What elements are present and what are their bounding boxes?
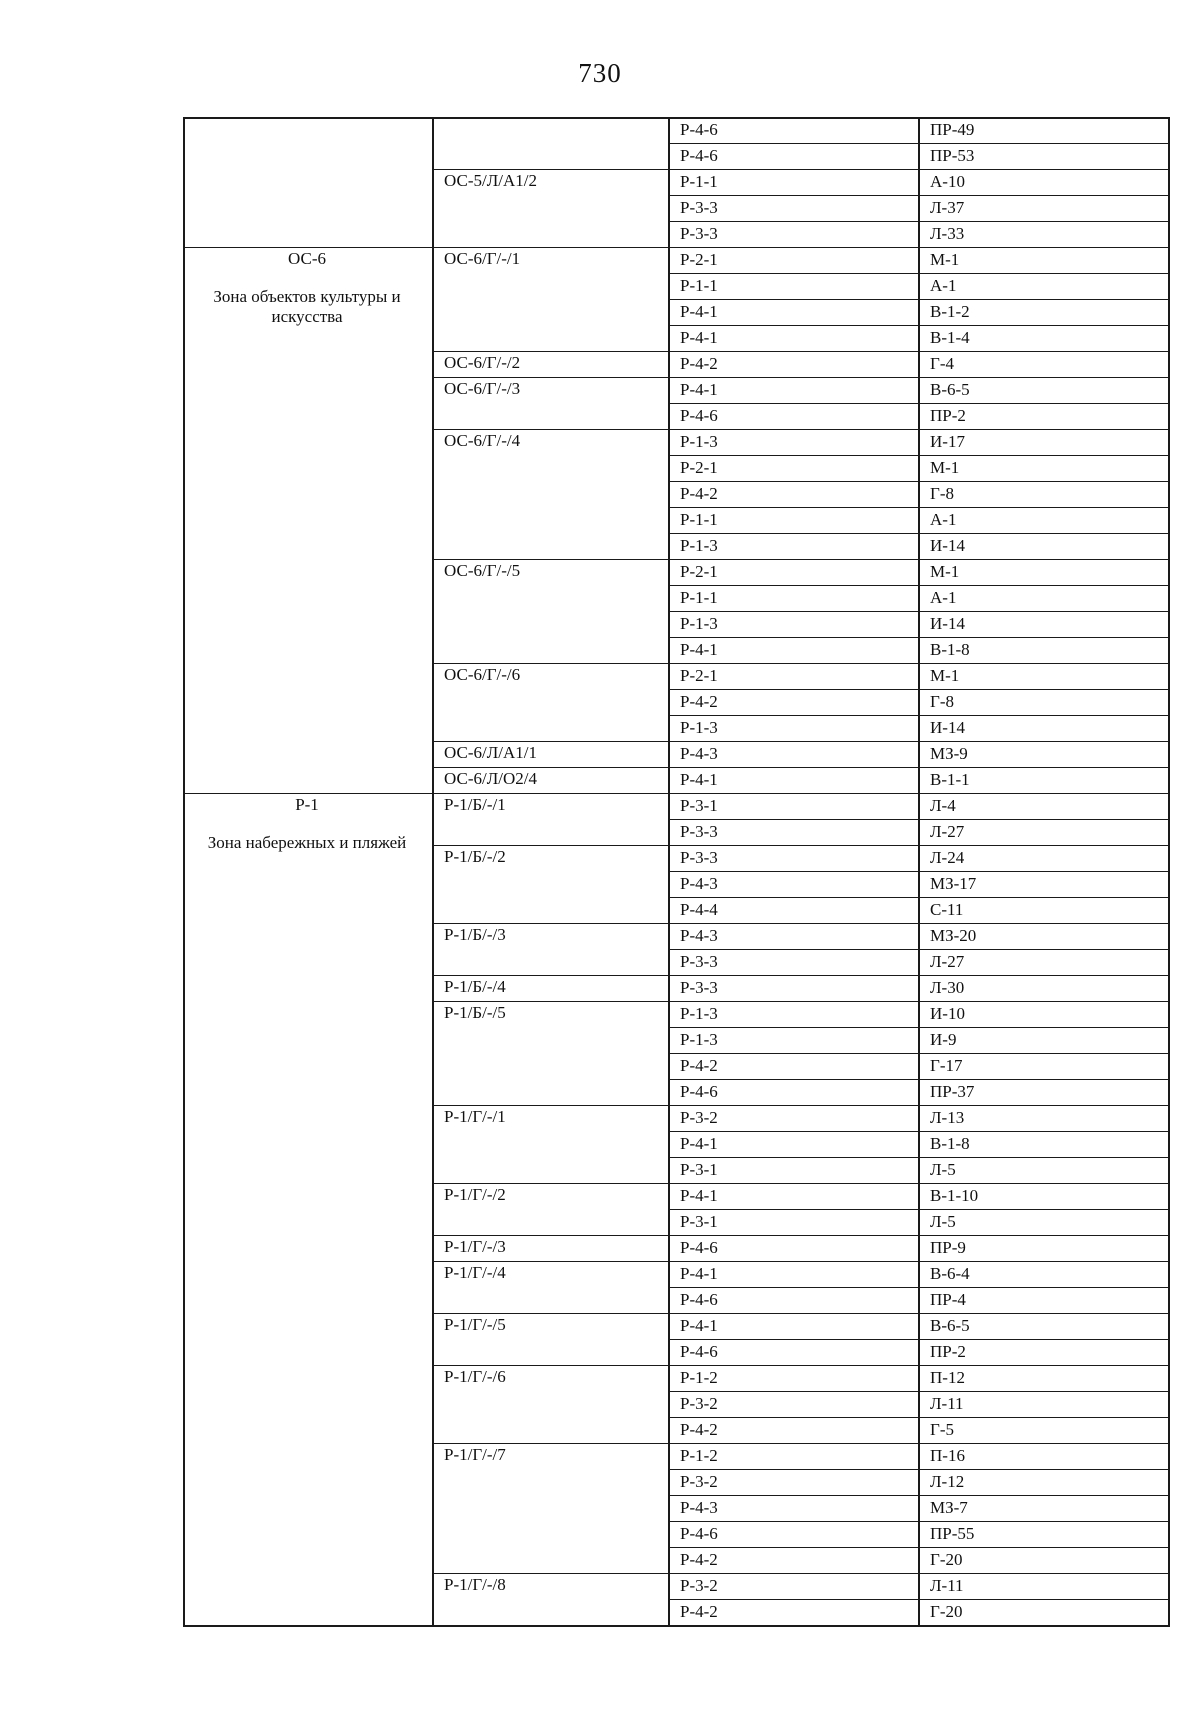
- zone-ref-cell: Л-27: [930, 952, 965, 971]
- zone-ref-cell: МЗ-9: [930, 744, 968, 763]
- row-line: [668, 1599, 1170, 1600]
- code-cell: Р-1-3: [680, 614, 718, 633]
- code-cell: Р-3-2: [680, 1472, 718, 1491]
- zone-ref-cell: МЗ-7: [930, 1498, 968, 1517]
- row-line: [668, 715, 1170, 716]
- zone-ref-cell: В-1-4: [930, 328, 970, 347]
- subzone-line: [432, 351, 670, 352]
- row-line: [668, 247, 1170, 248]
- subzone-line: [432, 247, 670, 248]
- zone-ref-cell: Л-37: [930, 198, 965, 217]
- code-cell: Р-3-3: [680, 978, 718, 997]
- subzone-cell: ОС-6/Л/А1/1: [444, 743, 537, 762]
- code-cell: Р-2-1: [680, 666, 718, 685]
- zone-ref-cell: М-1: [930, 666, 960, 685]
- zone-ref-cell: Л-12: [930, 1472, 965, 1491]
- row-line: [668, 1573, 1170, 1574]
- code-cell: Р-4-1: [680, 640, 718, 659]
- row-line: [668, 299, 1170, 300]
- zone-ref-cell: И-14: [930, 536, 965, 555]
- subzone-cell: Р-1/Г/-/2: [444, 1185, 506, 1204]
- row-line: [668, 1339, 1170, 1340]
- row-line: [668, 1079, 1170, 1080]
- zone-ref-cell: ПР-2: [930, 406, 966, 425]
- code-cell: Р-3-2: [680, 1576, 718, 1595]
- table-border-bottom: [183, 1625, 1170, 1627]
- zone-ref-cell: Л-13: [930, 1108, 965, 1127]
- code-cell: Р-1-3: [680, 1004, 718, 1023]
- code-cell: Р-1-3: [680, 432, 718, 451]
- zone-ref-cell: В-6-4: [930, 1264, 970, 1283]
- zone-description: Зона объектов культуры и искусства: [213, 287, 401, 326]
- row-line: [668, 845, 1170, 846]
- zone-ref-cell: Г-20: [930, 1550, 963, 1569]
- subzone-line: [432, 1365, 670, 1366]
- zone-ref-cell: Л-30: [930, 978, 965, 997]
- row-line: [668, 169, 1170, 170]
- zone-ref-cell: В-1-8: [930, 1134, 970, 1153]
- row-line: [668, 455, 1170, 456]
- subzone-line: [432, 767, 670, 768]
- code-cell: Р-3-1: [680, 1212, 718, 1231]
- row-line: [668, 1417, 1170, 1418]
- subzone-cell: Р-1/Г/-/4: [444, 1263, 506, 1282]
- subzone-cell: ОС-6/Г/-/5: [444, 561, 521, 580]
- zone-ref-cell: В-1-2: [930, 302, 970, 321]
- zone-ref-cell: М-1: [930, 458, 960, 477]
- row-line: [668, 195, 1170, 196]
- zone-ref-cell: М-1: [930, 250, 960, 269]
- subzone-cell: Р-1/Г/-/5: [444, 1315, 506, 1334]
- code-cell: Р-3-3: [680, 224, 718, 243]
- row-line: [668, 429, 1170, 430]
- row-line: [668, 741, 1170, 742]
- code-cell: Р-4-6: [680, 1290, 718, 1309]
- zone-ref-cell: Л-24: [930, 848, 965, 867]
- row-line: [668, 221, 1170, 222]
- code-cell: Р-3-3: [680, 198, 718, 217]
- zone-ref-cell: Л-33: [930, 224, 965, 243]
- subzone-cell: Р-1/Г/-/1: [444, 1107, 506, 1126]
- subzone-line: [432, 793, 670, 794]
- code-cell: Р-1-3: [680, 1030, 718, 1049]
- page-number: 730: [578, 58, 622, 88]
- row-line: [668, 481, 1170, 482]
- zone-ref-cell: Г-8: [930, 692, 954, 711]
- code-cell: Р-1-1: [680, 276, 718, 295]
- zone-ref-cell: В-1-1: [930, 770, 970, 789]
- row-line: [668, 637, 1170, 638]
- subzone-cell: Р-1/Б/-/4: [444, 977, 506, 996]
- zone-ref-cell: И-17: [930, 432, 965, 451]
- code-cell: Р-4-2: [680, 1056, 718, 1075]
- row-line: [668, 273, 1170, 274]
- row-line: [668, 767, 1170, 768]
- subzone-line: [432, 975, 670, 976]
- zone-ref-cell: М-1: [930, 562, 960, 581]
- code-cell: Р-4-1: [680, 1134, 718, 1153]
- subzone-cell: ОС-6/Г/-/4: [444, 431, 521, 450]
- subzone-line: [432, 1183, 670, 1184]
- zone-code: Р-1: [295, 795, 319, 814]
- row-line: [668, 1313, 1170, 1314]
- code-cell: Р-4-3: [680, 744, 718, 763]
- row-line: [668, 1001, 1170, 1002]
- zone-ref-cell: И-9: [930, 1030, 957, 1049]
- zone-ref-cell: МЗ-17: [930, 874, 977, 893]
- subzone-cell: Р-1/Б/-/5: [444, 1003, 506, 1022]
- subzone-line: [432, 923, 670, 924]
- code-cell: Р-1-2: [680, 1368, 718, 1387]
- subzone-line: [432, 845, 670, 846]
- code-cell: Р-1-3: [680, 536, 718, 555]
- zone-line: [183, 793, 434, 794]
- zone-ref-cell: ПР-2: [930, 1342, 966, 1361]
- code-cell: Р-2-1: [680, 458, 718, 477]
- row-line: [668, 351, 1170, 352]
- row-line: [668, 325, 1170, 326]
- subzone-line: [432, 1261, 670, 1262]
- zone-ref-cell: А-1: [930, 276, 957, 295]
- row-line: [668, 793, 1170, 794]
- zone-ref-cell: Л-5: [930, 1160, 956, 1179]
- code-cell: Р-1-1: [680, 172, 718, 191]
- row-line: [668, 1261, 1170, 1262]
- row-line: [668, 663, 1170, 664]
- zone-ref-cell: Л-4: [930, 796, 956, 815]
- zone-ref-cell: И-10: [930, 1004, 965, 1023]
- zone-ref-cell: Г-20: [930, 1602, 963, 1621]
- row-line: [668, 1131, 1170, 1132]
- row-line: [668, 1443, 1170, 1444]
- zone-description: Зона набережных и пляжей: [207, 833, 407, 852]
- subzone-cell: Р-1/Г/-/7: [444, 1445, 506, 1464]
- zone-ref-cell: П-16: [930, 1446, 965, 1465]
- code-cell: Р-4-2: [680, 692, 718, 711]
- code-cell: Р-4-1: [680, 1186, 718, 1205]
- subzone-cell: Р-1/Б/-/3: [444, 925, 506, 944]
- subzone-line: [432, 741, 670, 742]
- zone-ref-cell: А-1: [930, 510, 957, 529]
- zone-ref-cell: С-11: [930, 900, 964, 919]
- zone-ref-cell: И-14: [930, 718, 965, 737]
- row-line: [668, 975, 1170, 976]
- subzone-cell: Р-1/Г/-/6: [444, 1367, 506, 1386]
- row-line: [668, 585, 1170, 586]
- code-cell: Р-4-1: [680, 770, 718, 789]
- row-line: [668, 923, 1170, 924]
- subzone-line: [432, 1313, 670, 1314]
- code-cell: Р-4-1: [680, 302, 718, 321]
- row-line: [668, 1365, 1170, 1366]
- row-line: [668, 611, 1170, 612]
- zone-ref-cell: В-6-5: [930, 380, 970, 399]
- row-line: [668, 533, 1170, 534]
- row-line: [668, 1105, 1170, 1106]
- code-cell: Р-3-2: [680, 1394, 718, 1413]
- subzone-cell: ОС-6/Г/-/1: [444, 249, 521, 268]
- subzone-line: [432, 1105, 670, 1106]
- row-line: [668, 871, 1170, 872]
- code-cell: Р-1-3: [680, 718, 718, 737]
- row-line: [668, 1495, 1170, 1496]
- code-cell: Р-4-6: [680, 120, 718, 139]
- row-line: [668, 377, 1170, 378]
- code-cell: Р-4-3: [680, 1498, 718, 1517]
- row-line: [668, 403, 1170, 404]
- code-cell: Р-3-3: [680, 952, 718, 971]
- zone-ref-cell: ПР-55: [930, 1524, 975, 1543]
- row-line: [668, 689, 1170, 690]
- code-cell: Р-4-4: [680, 900, 718, 919]
- zone-ref-cell: МЗ-20: [930, 926, 977, 945]
- column-divider-1: [432, 117, 434, 1626]
- zone-ref-cell: Г-8: [930, 484, 954, 503]
- row-line: [668, 1469, 1170, 1470]
- code-cell: Р-4-6: [680, 1238, 718, 1257]
- zone-code: ОС-6: [288, 249, 326, 268]
- code-cell: Р-1-2: [680, 1446, 718, 1465]
- code-cell: Р-3-3: [680, 822, 718, 841]
- code-cell: Р-4-6: [680, 406, 718, 425]
- code-cell: Р-3-3: [680, 848, 718, 867]
- subzone-cell: ОС-6/Г/-/3: [444, 379, 521, 398]
- subzone-cell: Р-1/Г/-/8: [444, 1575, 506, 1594]
- row-line: [668, 143, 1170, 144]
- code-cell: Р-4-6: [680, 1524, 718, 1543]
- subzone-line: [432, 1001, 670, 1002]
- code-cell: Р-3-1: [680, 1160, 718, 1179]
- code-cell: Р-1-1: [680, 510, 718, 529]
- row-line: [668, 819, 1170, 820]
- code-cell: Р-4-6: [680, 146, 718, 165]
- code-cell: Р-4-2: [680, 354, 718, 373]
- subzone-cell: Р-1/Б/-/2: [444, 847, 506, 866]
- zone-ref-cell: В-1-8: [930, 640, 970, 659]
- code-cell: Р-4-6: [680, 1342, 718, 1361]
- zone-ref-cell: А-1: [930, 588, 957, 607]
- code-cell: Р-4-6: [680, 1082, 718, 1101]
- zone-ref-cell: В-6-5: [930, 1316, 970, 1335]
- row-line: [668, 1053, 1170, 1054]
- row-line: [668, 1209, 1170, 1210]
- zone-line: [183, 247, 434, 248]
- row-line: [668, 1183, 1170, 1184]
- code-cell: Р-4-1: [680, 1264, 718, 1283]
- subzone-line: [432, 1573, 670, 1574]
- code-cell: Р-1-1: [680, 588, 718, 607]
- row-line: [668, 1547, 1170, 1548]
- zone-ref-cell: ПР-37: [930, 1082, 975, 1101]
- zone-ref-cell: П-12: [930, 1368, 965, 1387]
- zone-ref-cell: ПР-53: [930, 146, 975, 165]
- row-line: [668, 1287, 1170, 1288]
- subzone-cell: Р-1/Б/-/1: [444, 795, 506, 814]
- subzone-cell: ОС-6/Л/О2/4: [444, 769, 537, 788]
- subzone-cell: Р-1/Г/-/3: [444, 1237, 506, 1256]
- zone-ref-cell: А-10: [930, 172, 965, 191]
- row-line: [668, 949, 1170, 950]
- row-line: [668, 1157, 1170, 1158]
- zone-ref-cell: ПР-49: [930, 120, 975, 139]
- subzone-line: [432, 169, 670, 170]
- subzone-line: [432, 559, 670, 560]
- subzone-cell: ОС-5/Л/А1/2: [444, 171, 537, 190]
- subzone-cell: ОС-6/Г/-/2: [444, 353, 521, 372]
- row-line: [668, 559, 1170, 560]
- row-line: [668, 1521, 1170, 1522]
- code-cell: Р-3-1: [680, 796, 718, 815]
- subzone-cell: ОС-6/Г/-/6: [444, 665, 521, 684]
- row-line: [668, 1027, 1170, 1028]
- table-border-left: [183, 117, 185, 1626]
- subzone-line: [432, 663, 670, 664]
- table-border-top: [183, 117, 1170, 119]
- code-cell: Р-4-2: [680, 1602, 718, 1621]
- code-cell: Р-4-1: [680, 328, 718, 347]
- zone-ref-cell: Л-5: [930, 1212, 956, 1231]
- row-line: [668, 1235, 1170, 1236]
- code-cell: Р-4-2: [680, 1420, 718, 1439]
- subzone-line: [432, 1443, 670, 1444]
- zone-ref-cell: И-14: [930, 614, 965, 633]
- zone-ref-cell: Л-11: [930, 1394, 964, 1413]
- row-line: [668, 507, 1170, 508]
- code-cell: Р-4-1: [680, 1316, 718, 1335]
- zone-ref-cell: Л-11: [930, 1576, 964, 1595]
- code-cell: Р-4-3: [680, 926, 718, 945]
- code-cell: Р-4-2: [680, 1550, 718, 1569]
- code-cell: Р-4-1: [680, 380, 718, 399]
- subzone-line: [432, 377, 670, 378]
- zone-ref-cell: ПР-9: [930, 1238, 966, 1257]
- zone-ref-cell: Л-27: [930, 822, 965, 841]
- zone-ref-cell: Г-4: [930, 354, 954, 373]
- subzone-line: [432, 429, 670, 430]
- code-cell: Р-4-3: [680, 874, 718, 893]
- zone-ref-cell: Г-17: [930, 1056, 963, 1075]
- zone-ref-cell: ПР-4: [930, 1290, 966, 1309]
- subzone-line: [432, 1235, 670, 1236]
- code-cell: Р-3-2: [680, 1108, 718, 1127]
- zone-ref-cell: Г-5: [930, 1420, 954, 1439]
- row-line: [668, 897, 1170, 898]
- code-cell: Р-2-1: [680, 250, 718, 269]
- code-cell: Р-4-2: [680, 484, 718, 503]
- code-cell: Р-2-1: [680, 562, 718, 581]
- zone-ref-cell: В-1-10: [930, 1186, 979, 1205]
- row-line: [668, 1391, 1170, 1392]
